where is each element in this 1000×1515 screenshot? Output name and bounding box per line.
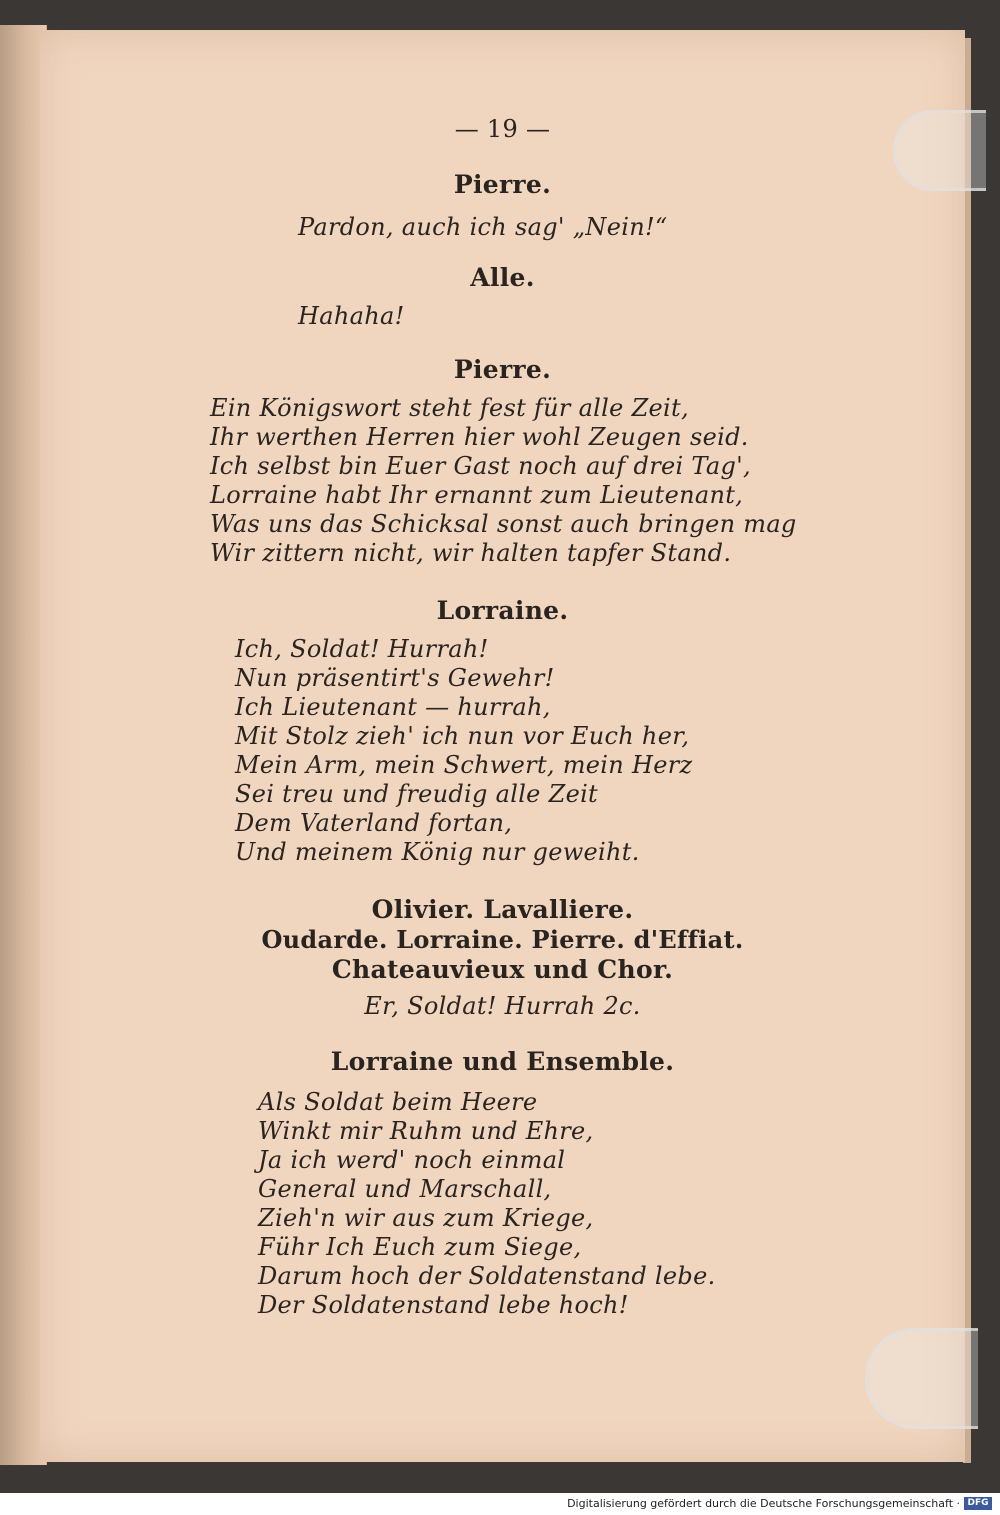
verse-line: Darum hoch der Soldatenstand lebe. — [258, 1262, 716, 1290]
verse-line: Pardon, auch ich sag' „Nein!“ — [298, 213, 668, 241]
verse-line: Nun präsentirt's Gewehr! — [235, 664, 555, 692]
verse-line: Lorraine habt Ihr ernannt zum Lieutenant, — [210, 481, 744, 509]
paper-clip-bottom — [865, 1328, 978, 1429]
verse-line: Was uns das Schicksal sonst auch bringen mag — [210, 510, 797, 538]
speaker-pierre-1: Pierre. — [453, 170, 552, 199]
speaker-alle: Alle. — [470, 263, 535, 292]
verse-line: Dem Vaterland fortan, — [235, 809, 513, 837]
verse-line: Ich selbst bin Euer Gast noch auf drei Tag', — [210, 452, 751, 480]
verse-line: Sei treu und freudig alle Zeit — [235, 780, 598, 808]
speaker-lorraine: Lorraine. — [436, 596, 569, 625]
footer-credit: Digitalisierung gefördert durch die Deutsche Forschungsgemeinschaft · — [567, 1497, 960, 1510]
verse-line: Ich Lieutenant — hurrah, — [235, 693, 551, 721]
verse-line: Der Soldatenstand lebe hoch! — [258, 1291, 629, 1319]
verse-line: Führ Ich Euch zum Siege, — [258, 1233, 582, 1261]
book-page — [40, 30, 965, 1462]
verse-line: Als Soldat beim Heere — [258, 1088, 538, 1116]
speaker-lorraine-ensemble: Lorraine und Ensemble. — [330, 1047, 675, 1076]
verse-line: Wir zittern nicht, wir halten tapfer Stand. — [210, 539, 732, 567]
paper-clip-top — [893, 110, 986, 191]
verse-line: General und Marschall, — [258, 1175, 552, 1203]
verse-line: Ein Königswort steht fest für alle Zeit, — [210, 394, 689, 422]
speakers-line-1: Olivier. Lavalliere. — [371, 895, 634, 924]
speakers-line-2: Oudarde. Lorraine. Pierre. d'Effiat. — [261, 925, 744, 954]
speakers-line-3: Chateauvieux und Chor. — [331, 955, 674, 984]
page-number: — 19 — — [454, 115, 551, 143]
dfg-logo: DFG — [964, 1497, 992, 1510]
verse-line: Mit Stolz zieh' ich nun vor Euch her, — [235, 722, 690, 750]
verse-line: Ich, Soldat! Hurrah! — [235, 635, 489, 663]
speaker-pierre-2: Pierre. — [453, 355, 552, 384]
verse-line: Zieh'n wir aus zum Kriege, — [258, 1204, 594, 1232]
verse-line: Ihr werthen Herren hier wohl Zeugen seid. — [210, 423, 749, 451]
verse-line: Ja ich werd' noch einmal — [258, 1146, 566, 1174]
verse-line: Mein Arm, mein Schwert, mein Herz — [235, 751, 693, 779]
verse-line: Und meinem König nur geweiht. — [235, 838, 640, 866]
verse-line: Hahaha! — [298, 302, 405, 330]
verse-line: Er, Soldat! Hurrah 2c. — [364, 992, 641, 1020]
verse-line: Winkt mir Ruhm und Ehre, — [258, 1117, 594, 1145]
